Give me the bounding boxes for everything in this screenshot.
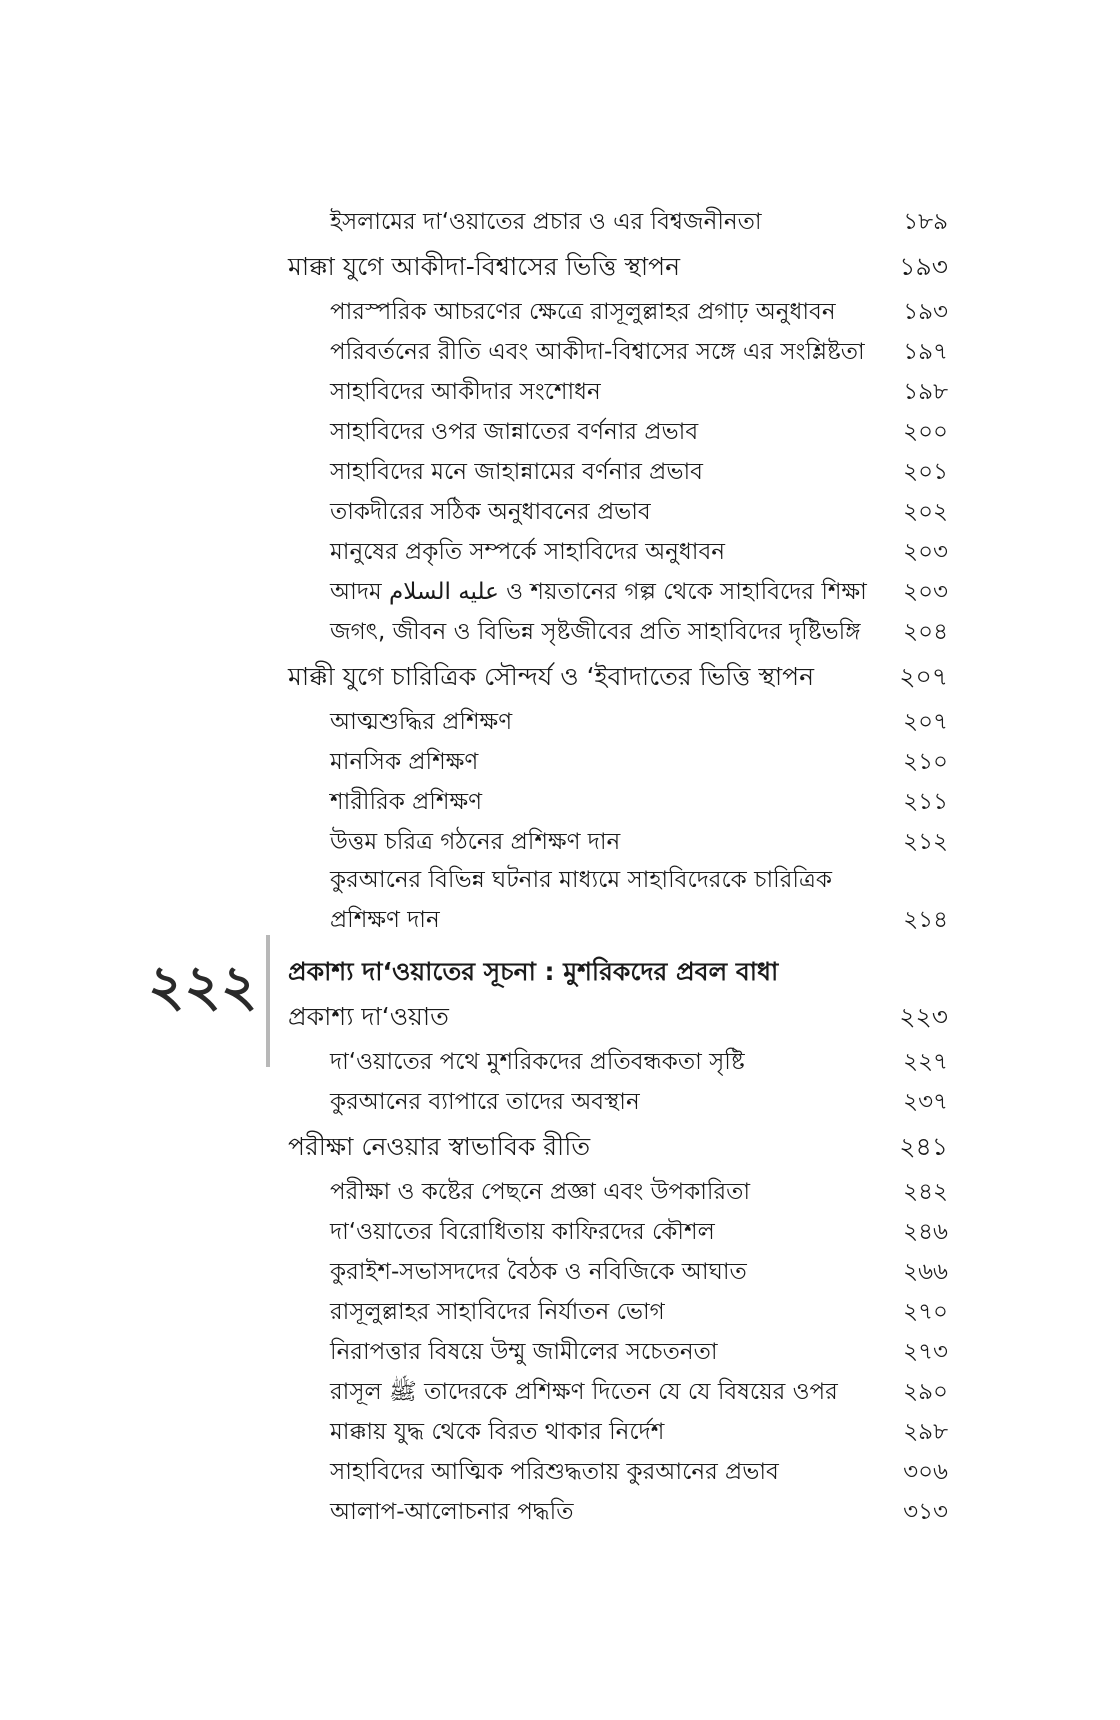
entry-title: আত্মশুদ্ধির প্রশিক্ষণ: [330, 709, 513, 735]
entry-title: কুরাইশ-সভাসদদের বৈঠক ও নবিজিকে আঘাত: [330, 1259, 747, 1285]
section-page: ১৯৩: [899, 252, 948, 281]
toc-entry: [330, 745, 948, 779]
entry-page: ২৪৬: [903, 1219, 948, 1245]
entry-title: মাক্কায় যুদ্ধ থেকে বিরত থাকার নির্দেশ: [330, 1419, 665, 1445]
section-title: পরীক্ষা নেওয়ার স্বাভাবিক রীতি: [288, 1132, 591, 1161]
toc-entry: [330, 455, 948, 489]
entry-page: ২৯০: [903, 1379, 948, 1405]
entry-title: মানসিক প্রশিক্ষণ: [330, 749, 479, 775]
toc-entry: [330, 1175, 948, 1209]
toc-entry: [330, 1295, 948, 1329]
toc-entry: [330, 1215, 948, 1249]
section-page: ২২৩: [899, 1002, 948, 1031]
entry-title: আলাপ-আলোচনার পদ্ধতি: [330, 1499, 574, 1525]
entry-page: ২১১: [903, 789, 948, 815]
entry-title: সাহাবিদের ওপর জান্নাতের বর্ণনার প্রভাব: [330, 419, 699, 445]
entry-title: দা‘ওয়াতের বিরোধিতায় কাফিরদের কৌশল: [330, 1219, 715, 1245]
entry-page: ২০১: [903, 459, 948, 485]
toc-section: [288, 660, 948, 694]
chapter-heading: প্রকাশ্য দা‘ওয়াতের সূচনা : মুশরিকদের প্রবল বাধা: [288, 957, 779, 986]
entry-title: সাহাবিদের মনে জাহান্নামের বর্ণনার প্রভাব: [330, 459, 703, 485]
entry-title: শারীরিক প্রশিক্ষণ: [330, 789, 483, 815]
section-page: ২০৭: [899, 662, 948, 691]
entry-title: দা‘ওয়াতের পথে মুশরিকদের প্রতিবন্ধকতা সৃষ্টি: [330, 1049, 745, 1075]
toc-entry: [330, 785, 948, 819]
toc-entry: [330, 335, 948, 369]
entry-page: ২০০: [903, 419, 948, 445]
entry-page: ২০৩: [903, 579, 948, 605]
toc-entry: [330, 1335, 948, 1369]
entry-page: ২০৩: [903, 539, 948, 565]
toc-entry: [330, 1255, 948, 1289]
toc-entry: [330, 415, 948, 449]
entry-title: নিরাপত্তার বিষয়ে উম্মু জামীলের সচেতনতা: [330, 1339, 718, 1365]
entry-page: ১৯৩: [903, 299, 948, 325]
toc-entry: [330, 1455, 948, 1489]
chapter-divider: [266, 935, 270, 1067]
entry-page: ২২৭: [903, 1049, 948, 1075]
toc-entry: [330, 1495, 948, 1529]
toc-entry: [330, 1375, 948, 1409]
toc-entry: [330, 535, 948, 569]
entry-title-line1: কুরআনের বিভিন্ন ঘটনার মাধ্যমে সাহাবিদেরকে চারিত্রিক: [330, 867, 832, 893]
entry-page: ২৭০: [903, 1299, 948, 1325]
toc-entry: [330, 705, 948, 739]
entry-title-line2: প্রশিক্ষণ দান: [330, 907, 440, 933]
toc-entry: [330, 495, 948, 529]
entry-title: পরিবর্তনের রীতি এবং আকীদা-বিশ্বাসের সঙ্গে এর সংশ্লিষ্টতা: [330, 339, 865, 365]
entry-title: আদম عليه السلام ও শয়তানের গল্প থেকে সাহাবিদের শিক্ষা: [330, 579, 867, 605]
entry-title: রাসূলুল্লাহর সাহাবিদের নির্যাতন ভোগ: [330, 1299, 665, 1325]
toc-entry: [330, 615, 948, 649]
section-page: ২৪১: [899, 1132, 948, 1161]
entry-title: তাকদীরের সঠিক অনুধাবনের প্রভাব: [330, 499, 651, 525]
entry-title: পারস্পরিক আচরণের ক্ষেত্রে রাসূলুল্লাহর প্রগাঢ় অনুধাবন: [330, 299, 836, 325]
entry-line2: [330, 900, 948, 940]
entry-page: ২৯৮: [903, 1419, 948, 1445]
section-title: মাক্কা যুগে আকীদা-বিশ্বাসের ভিত্তি স্থাপন: [288, 252, 681, 281]
entry-title: সাহাবিদের আকীদার সংশোধন: [330, 379, 601, 405]
toc-section: [288, 1000, 948, 1034]
chapter-title: [288, 955, 948, 989]
entry-page: ২০৭: [903, 709, 948, 735]
entry-page: ২০২: [903, 499, 948, 525]
toc-entry: [330, 1415, 948, 1449]
toc-section: [288, 1130, 948, 1164]
entry-title: রাসূল ﷺ তাদেরকে প্রশিক্ষণ দিতেন যে যে বিষয়ের ওপর: [330, 1379, 838, 1405]
toc-entry: [330, 1045, 948, 1079]
entry-title: উত্তম চরিত্র গঠনের প্রশিক্ষণ দান: [330, 829, 621, 855]
section-title: প্রকাশ্য দা‘ওয়াত: [288, 1002, 449, 1031]
toc-entry: [330, 825, 948, 859]
entry-title: জগৎ, জীবন ও বিভিন্ন সৃষ্টজীবের প্রতি সাহাবিদের দৃষ্টিভঙ্গি: [330, 619, 861, 645]
toc-entry: [330, 575, 948, 609]
entry-title: সাহাবিদের আত্মিক পরিশুদ্ধতায় কুরআনের প্রভাব: [330, 1459, 779, 1485]
entry-page: ৩০৬: [903, 1459, 948, 1485]
entry-page: ২৪২: [903, 1179, 948, 1205]
entry-page: ২০৪: [903, 619, 948, 645]
toc-section: [288, 250, 948, 284]
chapter-number: ২২২: [148, 954, 258, 1019]
entry-page: ২১২: [903, 829, 948, 855]
section-title: মাক্কী যুগে চারিত্রিক সৌন্দর্য ও ‘ইবাদাতের ভিত্তি স্থাপন: [288, 662, 815, 691]
entry-title: পরীক্ষা ও কষ্টের পেছনে প্রজ্ঞা এবং উপকারিতা: [330, 1179, 751, 1205]
entry-title: মানুষের প্রকৃতি সম্পর্কে সাহাবিদের অনুধাবন: [330, 539, 725, 565]
entry-title: কুরআনের ব্যাপারে তাদের অবস্থান: [330, 1089, 640, 1115]
toc-entry: [330, 205, 948, 239]
entry-page: ২৬৬: [903, 1259, 948, 1285]
toc-entry: [330, 295, 948, 329]
toc-entry-multiline: [330, 860, 948, 940]
entry-page: ২৩৭: [903, 1089, 948, 1115]
entry-page: ১৯৭: [903, 339, 948, 365]
entry-title: ইসলামের দা‘ওয়াতের প্রচার ও এর বিশ্বজনীনতা: [330, 209, 762, 235]
entry-page: ১৯৮: [903, 379, 948, 405]
entry-page: ১৮৯: [903, 209, 948, 235]
toc-entry: [330, 375, 948, 409]
toc-entry: [330, 1085, 948, 1119]
entry-page: ২১৪: [903, 907, 948, 933]
entry-page: ২১০: [903, 749, 948, 775]
entry-page: ৩১৩: [903, 1499, 948, 1525]
entry-page: ২৭৩: [903, 1339, 948, 1365]
